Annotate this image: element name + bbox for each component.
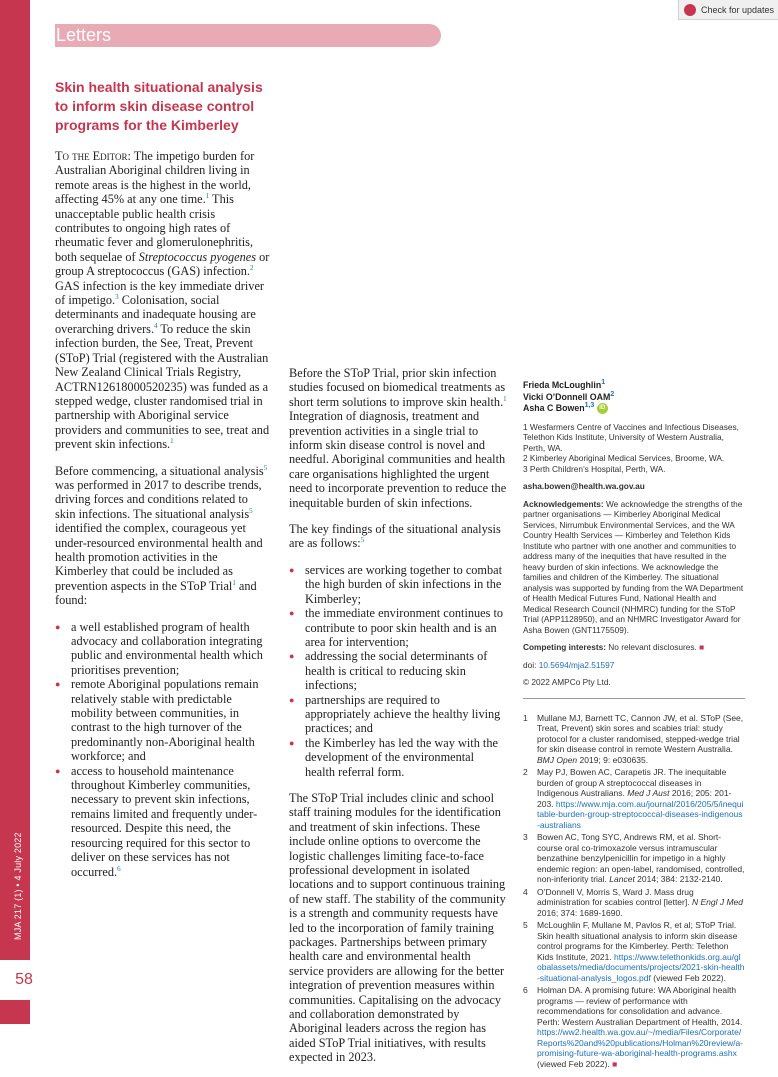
citation[interactable]: 6 [117, 864, 121, 873]
ack-text: We acknowledge the strengths of the partner organisations — Kimberley Aboriginal Medical Services, Nirrumbuk Environmental Services, and the WA Country Health Services — Kimberley and Telethon Kids Institute who partner with one another and communities to address many of the inequities that have resulted in the heavy burden of skin infections. We acknowledge the families and children of the Kimberley. The situational analysis was supported by funding from the WA Department of Health Medical Futures Fund, National Health and Medical Research Council (NHMRC) funding for the SToP Trial (APP1128950), and an NHMRC Investigator Award for Asha Bowen (GNT1175509). [523, 498, 744, 635]
column-3 [523, 370, 745, 1071]
affiliation-ref: 1 [601, 379, 606, 387]
list-item: ● partnerships are required to appropriately achieve the healthy living practices; and [289, 693, 507, 736]
citation[interactable]: 1 [170, 437, 174, 446]
citation[interactable]: 3 [115, 292, 119, 301]
ref-journal: BMJ Open [537, 754, 578, 765]
orcid-icon[interactable]: iD [597, 403, 608, 414]
ref-journal: N Engl J Med [691, 897, 743, 907]
text: identified the complex, courageous yet under-resourced environmental health and health promotion activities in the Kimberley that could be included as prevention aspects in the SToP Trial [55, 521, 263, 593]
citation[interactable]: 1 [232, 578, 236, 587]
text: or group A streptococcus (GAS) infection. [55, 249, 270, 279]
email-link[interactable]: asha.bowen@health.wa.gov.au [523, 481, 645, 491]
ref-link[interactable]: https://www.mja.com.au/journal/2016/205/5/inequitable-burden-group-streptococcal-diseases-indigenous-australians [537, 798, 744, 830]
doi-line [523, 660, 745, 671]
page-number: 58 [0, 960, 48, 1000]
affiliation-ref: 1,3 [584, 402, 595, 410]
check-for-updates-label: Check for updates [701, 4, 775, 15]
section-banner [55, 24, 441, 47]
article-title: Skin health situational analysis to inform skin disease control programs for the Kimberley [55, 79, 263, 133]
text: Integration of diagnosis, treatment and prevention activities in a single trial to inform skin disease control is novel and needful. Aboriginal communities and health care organisations highlighted the urgent need to incorporate prevention to reduce the inequitable burden of skin infections. [289, 409, 507, 510]
citation[interactable]: 5 [249, 506, 253, 515]
citation[interactable]: 2 [250, 264, 254, 273]
list-item: ● services are working together to combat the high burden of skin infections in the Kimberley; [289, 563, 507, 606]
ref-journal: Lancet [609, 874, 635, 884]
column-2 [289, 366, 507, 1077]
crossmark-icon [684, 4, 696, 16]
ref-number: 4 [523, 886, 528, 897]
ref-text: May PJ, Bowen AC, Carapetis JR. The inequitable burden of group A streptococcal diseases in Indigenous Australians. [537, 767, 727, 798]
acknowledgements [523, 499, 745, 636]
ref-text: 2016; 205: 201-203. [537, 788, 732, 809]
check-for-updates-button[interactable] [678, 0, 778, 20]
text: Before the SToP Trial, prior skin infection studies focused on biomedical treatments as short term solutions to improve skin health. [289, 366, 506, 409]
author [523, 380, 745, 392]
paragraph-1 [55, 149, 271, 452]
affiliations [523, 422, 745, 475]
affiliation: 3 Perth Children’s Hospital, Perth, WA. [523, 463, 666, 474]
ref-number: 2 [523, 767, 528, 777]
text: The key findings of the situational analysis are as follows: [289, 522, 501, 551]
text: and found: [55, 578, 257, 608]
ref-text: Holman DA. A promising future: WA Aboriginal health programs — review of performance with recommendations for consolidation and advance. Perth: Western Australian Department of Health, 2014. [537, 985, 743, 1027]
text: Before commencing, a situational analysis [55, 463, 264, 478]
ref-link[interactable]: https://www.telethonkids.org.au/globalassets/media/documents/projects/2021-skin-health-situational-analysis_logos.pdf [537, 951, 745, 983]
text: To reduce the skin infection burden, the See, Treat, Prevent (SToP) Trial (registered with the Australian New Zealand Clinical Trials Registry, ACTRN12618000520235) was funded as a stepped wedge, cluster randomised trial in partnership with Aboriginal service providers and communities to see, treat and prevent skin infections. [55, 321, 270, 452]
reference-item [523, 832, 745, 885]
ref-text: 2016; 374: 1689-1690. [537, 907, 623, 918]
text: access to household maintenance throughout Kimberley communities, necessary to prevent skin infections, remains limited and frequently under-resourced. Despite this need, the resourcing required for this sector to deliver on these services has not occurred. [71, 763, 258, 879]
paragraph-3 [289, 366, 507, 510]
ref-text: O’Donnell V, Morris S, Ward J. Mass drug administration for scabies control [letter]. [537, 886, 694, 907]
author [523, 403, 745, 415]
ref-journal: Med J Aust [627, 788, 670, 798]
species-name: Streptococcus pyogenes [138, 249, 257, 264]
reference-item [523, 985, 745, 1069]
column-1 [55, 78, 271, 891]
ref-number: 5 [523, 920, 528, 930]
section-label: Letters [56, 25, 112, 45]
author-name: Asha C Bowen [523, 403, 585, 413]
ref-text: Mullane MJ, Barnett TC, Cannon JW, et al. SToP (See, Treat, Prevent) skin sores and scabies trial: study protocol for a cluster randomised, stepped-wedge trial for skin disease control in remote Western Australia. [537, 712, 744, 754]
ci-text: No relevant disclosures. [605, 642, 697, 652]
salutation: To the Editor: [55, 149, 131, 163]
ref-text: 2014; 384: 2132-2140. [634, 874, 723, 884]
reference-item [523, 887, 745, 919]
citation[interactable]: 1 [205, 192, 210, 201]
paragraph-5: The SToP Trial includes clinic and school staff training modules for the identification and treatment of skin infections. These include online options to overcome the logistic challenges limiting face-to-face professional development in isolated locations and to support continuous training of new staff. The stability of the community is a strength and community requests have led to the incorporation of family training packages. Partnerships between primary health care and environmental health service providers are allowing for the better integration of prevention measures within communities. Capitalising on the advocacy and collaboration demonstrated by Aboriginal leaders across the region has aided SToP Trial initiatives, with results expected in 2023. [289, 790, 506, 1065]
affiliation-ref: 2 [610, 390, 615, 398]
ack-label: Acknowledgements: [523, 498, 604, 509]
ref-text: (viewed Feb 2022). [537, 1058, 613, 1069]
divider [523, 698, 745, 699]
text: This unacceptable public health crisis contributes to ongoing high rates of rheumatic fever and glomerulonephritis, both sequelae of [55, 192, 254, 264]
list-item: ● the immediate environment continues to contribute to poor skin health and is an area for intervention; [289, 606, 507, 649]
copyright: © 2022 AMPCo Pty Ltd. [523, 677, 611, 687]
citation[interactable]: 4 [154, 321, 158, 330]
list-item [55, 764, 271, 879]
text: GAS infection is the key immediate driver of impetigo. [55, 278, 264, 308]
author-list [523, 380, 745, 415]
citation[interactable]: 5 [263, 463, 268, 472]
author [523, 392, 745, 404]
text: The impetigo burden for Australian Aboriginal children living in remote areas is the highest in the world, affecting 45% at any one time. [55, 149, 255, 207]
list-item: ● addressing the social determinants of health is critical to reducing skin infections; [289, 649, 507, 692]
bullet-list-1 [55, 620, 271, 879]
paragraph-2 [55, 464, 271, 608]
affiliation: 2 Kimberley Aboriginal Medical Services, Broome, WA. [523, 453, 725, 463]
competing-interests [523, 642, 745, 653]
text: Colonisation, social determinants and inadequate housing are overarching drivers. [55, 293, 256, 336]
citation[interactable]: 5 [360, 536, 365, 545]
ref-number: 3 [523, 832, 528, 842]
reference-item [523, 713, 745, 766]
doi-label: doi: [523, 659, 537, 670]
author-name: Vicki O’Donnell OAM [523, 391, 611, 402]
ref-link[interactable]: https://ww2.health.wa.gov.au/~/media/Files/Corporate/Reports%20and%20publications/Holman%20review/a-promising-future-wa-aboriginal-health-programs.ashx [537, 1027, 744, 1058]
paragraph-4 [289, 522, 507, 551]
reference-item [523, 767, 745, 830]
text: was performed in 2017 to describe trends, driving forces and conditions related to skin infections. The situational analysis [55, 477, 262, 521]
end-mark: ■ [612, 1058, 618, 1069]
reference-list [523, 713, 745, 1070]
ref-text: McLoughlin F, Mullane M, Pavlos R, et al; SToP Trial. Skin health situational analysis to inform skin disease control programs for the Kimberley. Perth: Telethon Kids Institute, 2021. [537, 920, 738, 962]
ref-number: 1 [523, 712, 528, 723]
doi-link[interactable]: 10.5694/mja2.51597 [538, 659, 615, 670]
ref-number: 6 [523, 985, 528, 995]
list-item: ● remote Aboriginal populations remain relatively stable with predictable mobility between communities, in contrast to the high turnover of the predominantly non-Aboriginal health workforce; and [55, 677, 271, 763]
ref-text: 2019; 9: e030635. [577, 754, 649, 765]
end-mark: ■ [699, 642, 705, 652]
ref-text: (viewed Feb 2022). [650, 972, 726, 983]
ci-label: Competing interests: [523, 642, 606, 652]
affiliation: 1 Wesfarmers Centre of Vaccines and Infectious Diseases, Telethon Kids Institute, University of Western Australia, Perth, WA. [523, 421, 739, 453]
reference-item [523, 920, 745, 983]
bullet-list-2 [289, 563, 507, 779]
ref-text: Bowen AC, Tong SYC, Andrews RM, et al. Short-course oral co-trimoxazole versus intramuscular benzathine benzylpenicillin for impetigo in a highly endemic region: an open-label, randomised, controlled, non-inferiority trial. [537, 832, 745, 884]
citation[interactable]: 1 [503, 394, 507, 403]
list-item: ● the Kimberley has led the way with the development of the environmental health referral form. [289, 736, 507, 779]
list-item: ● a well established program of health advocacy and collaboration integrating public and environmental health which prioritises prevention; [55, 620, 271, 678]
journal-citation: MJA 217 (1) • 4 July 2022 [13, 832, 23, 940]
author-name: Frieda McLoughlin [523, 380, 602, 390]
